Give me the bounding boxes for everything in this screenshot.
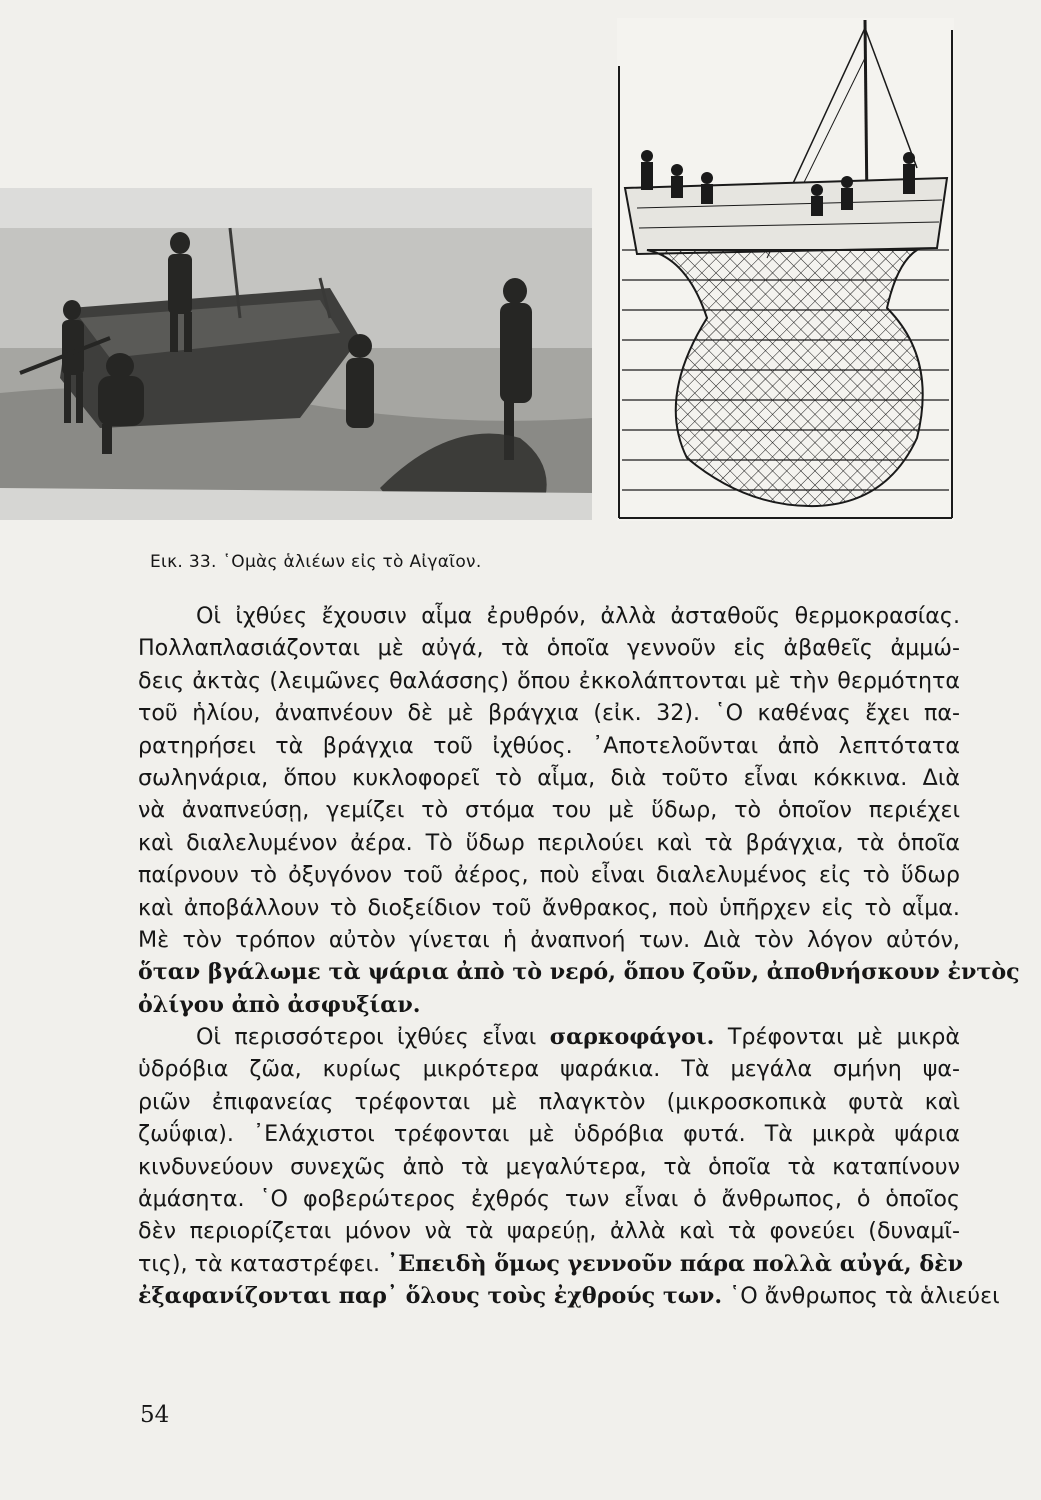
fishermen-photo-illustration: [0, 188, 592, 520]
text-line: καὶ διαλελυμένον ἀέρα. Τὸ ὕδωρ περιλούει καὶ τὰ βράγχια, τὰ ὁποῖα: [138, 829, 960, 856]
text-line: [138, 1280, 1000, 1312]
text-segment: Τρέφονται μὲ μικρὰ: [714, 1024, 961, 1051]
text-segment: Οἱ περισσότεροι ἰχθύες εἶναι: [196, 1024, 550, 1051]
text-line: κινδυνεύουν συνεχῶς ἀπὸ τὰ μεγαλύτερα, τὰ ὁποῖα τὰ καταπίνουν: [138, 1153, 960, 1180]
text-line: ριῶν ἐπιφανείας τρέφονται μὲ πλαγκτὸν (μικροσκοπικὰ φυτὰ καὶ: [138, 1088, 960, 1115]
text-line: ὀλίγου ἀπὸ ἀσφυξίαν.: [138, 991, 421, 1018]
text-line: σωληνάρια, ὅπου κυκλοφορεῖ τὸ αἷμα, διὰ τοῦτο εἶναι κόκκινα. Διὰ: [138, 764, 960, 791]
text-line: ἀμάσητα. ῾Ο φοβερώτερος ἐχθρός των εἶναι ὁ ἄνθρωπος, ὁ ὁποῖος: [138, 1186, 960, 1213]
text-line: [138, 1248, 964, 1280]
bold-text: ἐξαφανίζονται παρ᾿ ὅλους τοὺς ἐχθρούς των.: [138, 1283, 723, 1310]
text-line: καὶ ἀποβάλλουν τὸ διοξείδιον τοῦ ἄνθρακος, ποὺ ὑπῆρχεν εἰς τὸ αἷμα.: [138, 894, 960, 921]
text-line: τοῦ ἡλίου, ἀναπνέουν δὲ μὲ βράγχια (εἰκ. 32). ῾Ο καθένας ἔχει πα-: [138, 700, 960, 727]
text-line: ὅταν βγάλωμε τὰ ψάρια ἀπὸ τὸ νερό, ὅπου ζοῦν, ἀποθνήσκουν ἐντὸς: [138, 959, 1020, 986]
body-text: [138, 600, 1020, 1313]
bold-text: ᾿Επειδὴ ὅμως γεννοῦν πάρα πολλὰ αὐγά, δὲν: [387, 1250, 964, 1277]
text-line: δὲν περιορίζεται μόνον νὰ τὰ ψαρεύῃ, ἀλλὰ καὶ τὰ φονεύει (δυναμῖ-: [138, 1218, 960, 1245]
text-line: δεις ἀκτὰς (λειμῶνες θαλάσσης) ὅπου ἐκκολάπτονται μὲ τὴν θερμότητα: [138, 667, 960, 694]
fishermen-photo: [0, 188, 592, 520]
text-line: ζωΰφια). ᾿Ελάχιστοι τρέφονται μὲ ὑδρόβια φυτά. Τὰ μικρὰ ψάρια: [138, 1121, 960, 1148]
text-line: ρατηρήσει τὰ βράγχια τοῦ ἰχθύος. ᾿Αποτελοῦνται ἀπὸ λεπτότατα: [138, 732, 960, 759]
text-line: Πολλαπλασιάζονται μὲ αὐγά, τὰ ὁποῖα γεννοῦν εἰς ἀβαθεῖς ἀμμώ-: [138, 635, 960, 662]
text-line: Οἱ ἰχθύες ἔχουσιν αἷμα ἐρυθρόν, ἀλλὰ ἀσταθοῦς θερμοκρασίας.: [196, 603, 960, 629]
net-illustration-drawing: [617, 18, 954, 521]
text-line: νὰ ἀναπνεύσῃ, γεμίζει τὸ στόμα του μὲ ὕδωρ, τὸ ὁποῖον περιέχει: [138, 797, 960, 824]
text-line: Μὲ τὸν τρόπον αὐτὸν γίνεται ἡ ἀναπνοή των. Διὰ τὸν λόγον αὐτόν,: [138, 926, 960, 953]
bold-text: σαρκοφάγοι.: [549, 1024, 715, 1051]
text-segment: ῾Ο ἄνθρωπος τὰ ἁλιεύει: [722, 1283, 1000, 1310]
figure-caption: Εικ. 33. ῾Ομὰς ἁλιέων εἰς τὸ Αἰγαῖον.: [150, 552, 482, 572]
text-line: [138, 1021, 960, 1053]
text-line: παίρνουν τὸ ὀξυγόνον τοῦ ἀέρος, ποὺ εἶναι διαλελυμένος εἰς τὸ ὕδωρ: [138, 862, 960, 889]
page-number: 54: [140, 1402, 170, 1428]
text-segment: τις), τὰ καταστρέφει.: [138, 1250, 388, 1277]
text-line: ὑδρόβια ζῶα, κυρίως μικρότερα ψαράκια. Τὰ μεγάλα σμήνη ψα-: [138, 1056, 960, 1083]
net-illustration: [617, 18, 954, 521]
